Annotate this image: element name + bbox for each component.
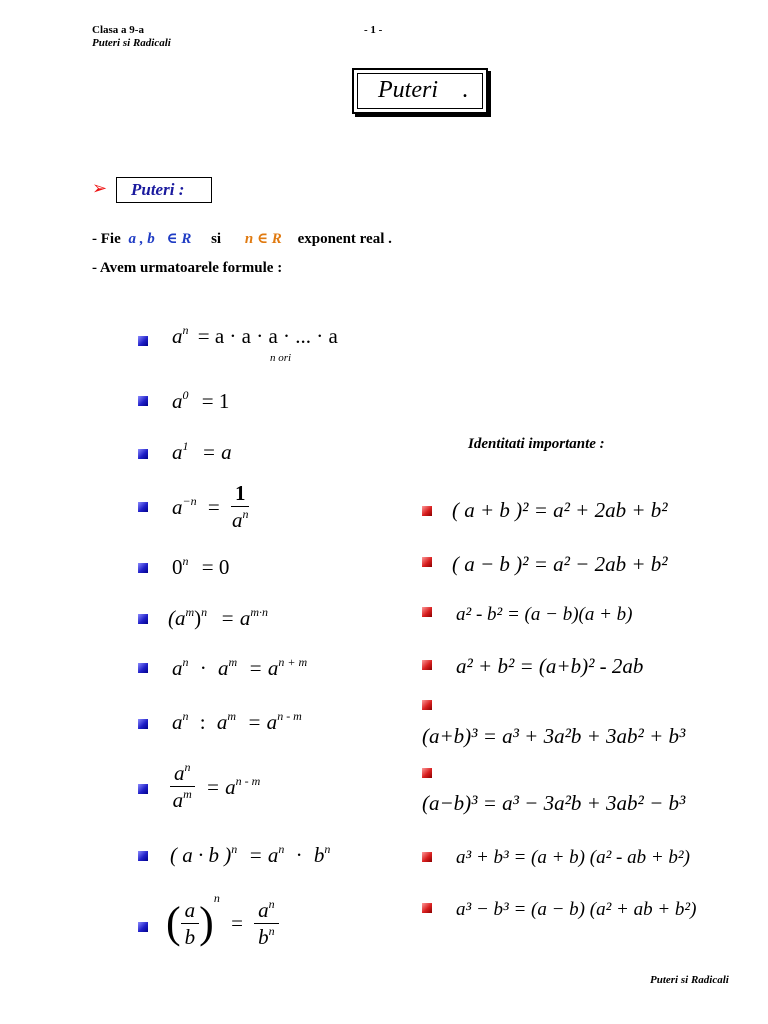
bullet-icon [422,700,432,710]
intro-in-r: ∈ R [166,231,192,247]
formula-negative-exponent: $a^{-n}$ = $\frac{1}{a^n}$ [172,481,249,532]
identity-sum-of-cubes: a³ + b³ = (a + b) (a² - ab + b²) [456,847,690,868]
formula-quotient-same-base: $a^n$ : $a^m = a^{n - m}$ [172,709,302,734]
formula-zero-exponent: $a^0 = 1$ [172,388,230,413]
bullet-icon [138,851,148,861]
identity-difference-of-squares: a² - b² = (a − b)(a + b) [456,604,633,625]
identity-square-difference: ( a − b )² = a² − 2ab + b² [452,552,668,576]
bullet-icon [138,563,148,573]
bullet-icon [422,557,432,567]
bullet-icon [138,784,148,794]
bullet-icon [138,449,148,459]
intro-var-n: n ∈ R [244,231,282,247]
formula-zero-base: 0$^n$ = 0 [172,554,230,579]
page-title-dot: . [462,77,468,103]
header-subject: Puteri si Radicali [92,37,171,49]
bullet-icon [138,396,148,406]
identity-difference-of-cubes: a³ − b³ = (a − b) (a² + ab + b²) [456,899,697,920]
bullet-icon [422,852,432,862]
section-heading: Puteri : [131,180,185,199]
formula-quotient-power: ( $\frac{a}{b}$ )$^n$ = $\frac{a^n}{b^n}$ [166,898,279,948]
identity-sum-of-squares: a² + b² = (a+b)² - 2ab [456,654,644,678]
header-page-number: - 1 - [364,24,383,36]
identity-cube-difference: (a−b)³ = a³ − 3a²b + 3ab² − b³ [422,791,686,815]
bullet-icon [138,922,148,932]
bullet-icon [422,903,432,913]
formula-product-power: ( a · b )$^n = a^n \cdot b^n$ [170,842,331,867]
formula-power-of-power: $(a^m)^n = a^{m\cdot n}$ [168,605,269,630]
bullet-icon [422,607,432,617]
bullet-icon [138,614,148,624]
header-class-label: Clasa a 9-a [92,24,144,36]
identities-title: Identitati importante : [468,436,605,452]
bullet-icon [138,663,148,673]
formula-note-n-ori: n ori [270,352,292,364]
identity-square-sum: ( a + b )² = a² + 2ab + b² [452,498,668,522]
footer-subject: Puteri si Radicali [650,974,729,986]
bullet-icon [138,502,148,512]
intro-suffix: exponent real . [297,231,392,247]
bullet-icon [422,660,432,670]
formula-product-same-base: $a^n \cdot a^m = a^{n + m}$ [172,655,308,680]
bullet-icon [422,768,432,778]
intro-line-1 [92,229,392,248]
intro-prefix: - Fie [92,231,121,247]
arrow-icon: ➢ [92,178,108,198]
bullet-icon [138,719,148,729]
formula-one-exponent: $a^1 = a$ [172,439,232,464]
intro-line-2: - Avem urmatoarele formule : [92,260,283,276]
formula-power-definition: $a^n = a \cdot a \cdot a$ · ... · a [172,323,338,348]
intro-si: si [211,231,222,247]
identity-cube-sum: (a+b)³ = a³ + 3a²b + 3ab² + b³ [422,724,686,748]
page-title: Puteri [378,77,438,103]
formula-fraction-same-base: $\frac{a^n}{a^m}$ = $a^{n - m}$ [170,762,260,811]
bullet-icon [138,336,148,346]
section-heading-box [116,177,212,203]
intro-vars-ab: a , b [128,231,155,247]
bullet-icon [422,506,432,516]
page-title-box [352,68,488,114]
